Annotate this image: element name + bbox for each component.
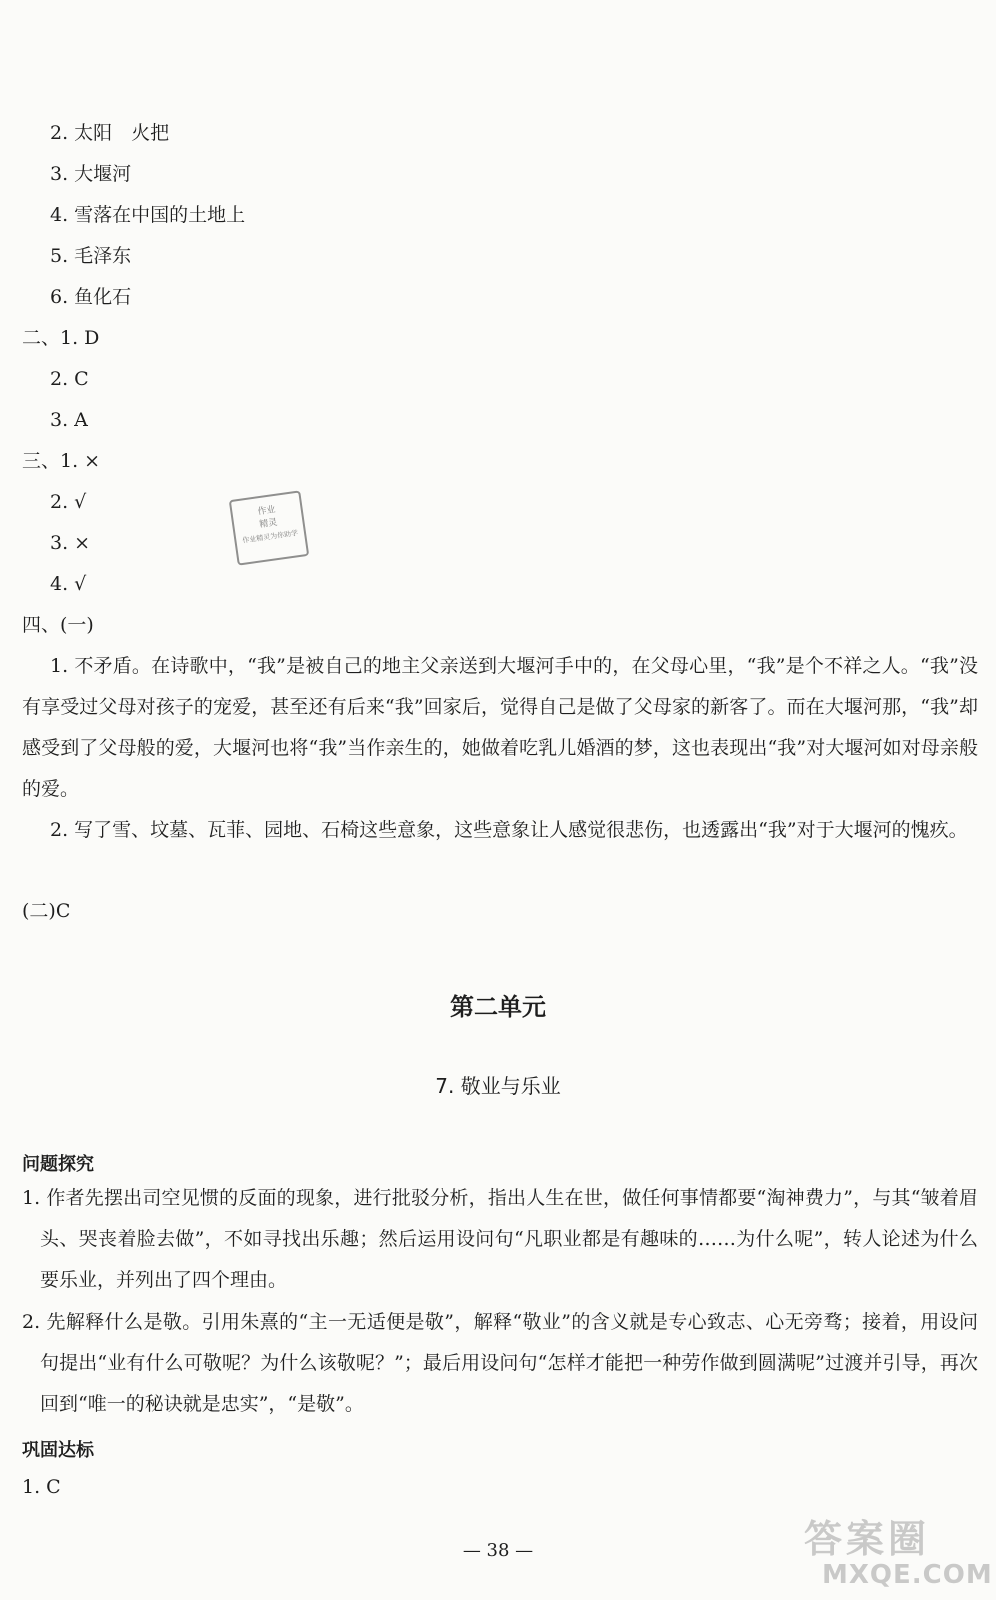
answer-line: 6. 鱼化石	[50, 286, 132, 308]
answer-line: (二)C	[22, 900, 71, 922]
answer-paragraph: 2. 写了雪、坟墓、瓦菲、园地、石椅这些意象，这些意象让人感觉很悲伤，也透露出“我”对于大堰河的愧疚。	[50, 819, 968, 841]
section-two-first: 二、1. D	[22, 327, 100, 349]
inquiry-answer: 2. 先解释什么是敬。引用朱熹的“主一无适便是敬”，解释“敬业”的含义就是专心致志、心无旁骛；接着，用设问句提出“业有什么可敬呢？为什么该敬呢？”；最后用设问句“怎样才能把一种劳作做到圆满呢”过渡并引导，再次回到“唯一的秘诀就是忠实”，“是敬”。	[22, 1311, 978, 1415]
answer-line: 2. 太阳 火把	[50, 122, 170, 144]
answer-line: 3. ×	[50, 532, 91, 554]
lesson-title: 7. 敬业与乐业	[435, 1074, 561, 1098]
answer-line: 3. A	[50, 409, 88, 431]
section-three-first: 三、1. ×	[22, 450, 101, 472]
answer-line: 2. √	[50, 491, 87, 513]
section-four-header: 四、(一)	[22, 614, 94, 636]
consolidate-heading: 巩固达标	[22, 1440, 94, 1461]
answer-line: 2. C	[50, 368, 89, 390]
answer-line: 5. 毛泽东	[50, 245, 132, 267]
answer-line: 3. 大堰河	[50, 163, 132, 185]
inquiry-heading: 问题探究	[22, 1154, 94, 1175]
stamp-logo: 作业 精灵 作业精灵为你助学	[229, 490, 309, 565]
watermark-logo: 答案圈 MXQE.COM	[804, 1517, 993, 1590]
answer-paragraph: 1. 不矛盾。在诗歌中，“我”是被自己的地主父亲送到大堰河手中的，在父母心里，“我”是个不祥之人。“我”没有享受过父母对孩子的宠爱，甚至还有后来“我”回家后，觉得自己是做了父母家的新客了。而在大堰河那，“我”却感受到了父母般的爱，大堰河也将“我”当作亲生的，她做着吃乳儿婚酒的梦，这也表现出“我”对大堰河如对母亲般的爱。	[22, 655, 978, 800]
answer-line: 4. 雪落在中国的土地上	[50, 204, 246, 226]
unit-title: 第二单元	[450, 993, 546, 1021]
answer-line: 1. C	[22, 1476, 61, 1498]
inquiry-answer: 1. 作者先摆出司空见惯的反面的现象，进行批驳分析，指出人生在世，做任何事情都要“淘神费力”，与其“皱着眉头、哭丧着脸去做”，不如寻找出乐趣；然后运用设问句“凡职业都是有趣味的……为什么呢”，转人论述为什么要乐业，并列出了四个理由。	[22, 1187, 978, 1291]
page-number: — 38 —	[462, 1540, 534, 1561]
answer-line: 4. √	[50, 573, 87, 595]
